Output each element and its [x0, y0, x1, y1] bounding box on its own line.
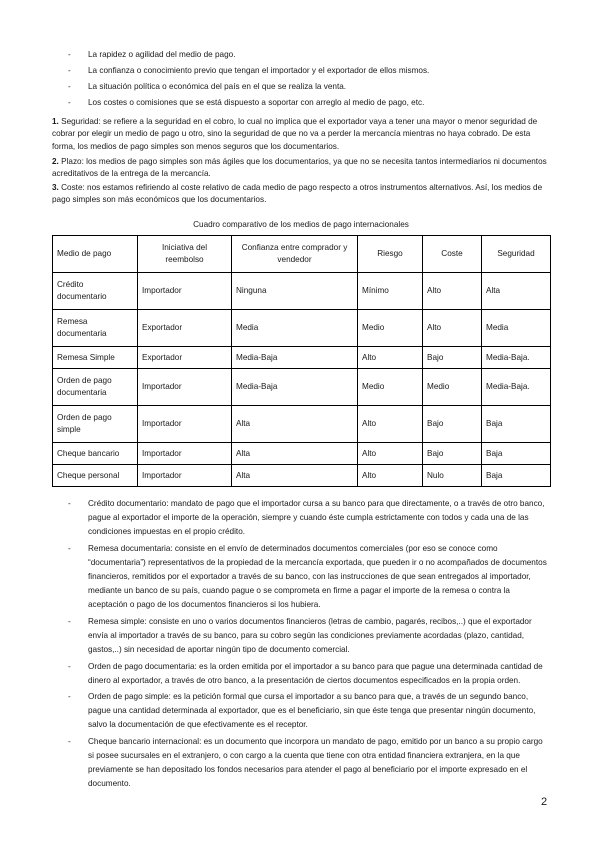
table-cell: Media — [482, 310, 551, 347]
table-cell: Cheque personal — [53, 465, 138, 487]
table-cell: Crédito documentario — [53, 273, 138, 310]
table-cell: Media-Baja — [232, 347, 358, 369]
bullet-dash: - — [68, 50, 71, 59]
comparison-table — [52, 235, 551, 487]
table-cell: Alta — [232, 406, 358, 443]
table-cell: Importador — [138, 369, 232, 406]
table-cell: Baja — [482, 406, 551, 443]
page-number: 2 — [541, 796, 548, 808]
paragraph-seguridad: 1. Seguridad: se refiere a la seguridad en el cobro, lo cual no implica que el exportador vaya a tener una mayor o menor seguridad de cobrar por elegir un medio de pago u otro, sino la seguridad de que no va a perder la mercancía mientras no haya cobrado. De esta forma, los medios de pago simples son menos seguros que los documentarios. — [52, 117, 538, 151]
table-cell: Alta — [232, 443, 358, 465]
list-item: - Remesa simple: consiste en uno o varios documentos financieros (letras de cambio, pagarés, recibos,..) que el exportador envía al importador a través de su banco, para su cobro según las condiciones previamente acordadas (plazo, cantidad, gastos,..) sin necesidad de aportar ningún tipo de documento comercial. — [68, 616, 532, 654]
bullet-dash: - — [68, 692, 71, 702]
list-item: - La situación política o económica del país en el que se realiza la venta. — [88, 81, 548, 93]
table-cell: Baja — [482, 465, 551, 487]
table-cell: Alta — [482, 273, 551, 310]
table-row — [53, 310, 551, 347]
table-cell: Alta — [232, 465, 358, 487]
list-item: - La rapidez o agilidad del medio de pago. — [88, 49, 548, 61]
list-item: - Remesa documentaria: consiste en el envío de determinados documentos comerciales (por eso se conoce como “documentaria”) representativos de la propiedad de la mercancía exportada, que pueden ir o no acompañados de documentos financieros, remitidos por el exportador a través de su banco, con las instrucciones de que sean entregados al importador, mediante un banco de su país, cuando pague o se comprometa en firme a pagar el importe de la remesa o contra la aceptación o pago de los documentos financieros si los hubiera. — [68, 543, 547, 610]
list-item: - Los costes o comisiones que se está dispuesto a soportar con arreglo al medio de pago, etc. — [88, 97, 548, 109]
column-header: Riesgo — [358, 236, 423, 273]
column-header: Confianza entre comprador y vendedor — [232, 236, 358, 273]
table-cell: Media — [232, 310, 358, 347]
bullet-dash: - — [68, 499, 71, 508]
table-cell: Alto — [358, 465, 423, 487]
table-cell: Alto — [423, 310, 482, 347]
table-cell: Nulo — [423, 465, 482, 487]
table-cell: Ninguna — [232, 273, 358, 310]
table-cell: Alto — [358, 443, 423, 465]
table-cell: Cheque bancario — [53, 443, 138, 465]
list-item: - Orden de pago simple: es la petición formal que cursa el importador a su banco para que, a través de un segundo banco, pague una cantidad determinada al exportador, que es el beneficiario, sin que éste tenga que presentar ningún documento, salvo la documentación de que efectivamente es el receptor. — [68, 692, 536, 730]
table-row — [53, 369, 551, 406]
table-row — [53, 273, 551, 310]
list-item: - Cheque bancario internacional: es un documento que incorpora un mandato de pago, emitido por un banco a su propio cargo si posee sucursales en el extranjero, o con cargo a la cuenta que tiene con otra entidad financiera extranjera, en la que previamente se han depositado los fondos necesarios para atender el pago al beneficiario por el importe expresado en el documento. — [68, 737, 543, 789]
table-row — [53, 465, 551, 487]
table-cell: Exportador — [138, 347, 232, 369]
table-cell: Bajo — [423, 406, 482, 443]
table-cell: Medio — [358, 369, 423, 406]
table-caption: Cuadro comparativo de los medios de pago internacionales — [193, 220, 409, 229]
table-cell: Importador — [138, 465, 232, 487]
table-cell: Media-Baja — [232, 369, 358, 406]
bullet-dash: - — [68, 82, 71, 92]
top-bullet-list — [68, 49, 548, 113]
table-cell: Alto — [423, 273, 482, 310]
table-cell: Bajo — [423, 443, 482, 465]
table-cell: Bajo — [423, 347, 482, 369]
table-cell: Media-Baja. — [482, 347, 551, 369]
table-cell: Baja — [482, 443, 551, 465]
table-cell: Alto — [358, 406, 423, 443]
bullet-dash: - — [68, 98, 71, 108]
table-header-row — [53, 236, 551, 273]
list-item: - La confianza o conocimiento previo que tengan el importador y el exportador de ellos mismos. — [88, 65, 548, 77]
bullet-dash: - — [68, 737, 71, 746]
table-cell: Orden de pago documentaria — [53, 369, 138, 406]
table-cell: Remesa Simple — [53, 347, 138, 369]
table-row — [53, 406, 551, 443]
table-cell: Alto — [358, 347, 423, 369]
column-header: Iniciativa del reembolso — [138, 236, 232, 273]
table-cell: Remesa documentaria — [53, 310, 138, 347]
column-header: Medio de pago — [53, 236, 138, 273]
table-cell: Medio — [423, 369, 482, 406]
list-item: - Crédito documentario: mandato de pago que el importador cursa a su banco para que directamente, o a través de otro banco, pague al exportador el importe de la operación, siempre y cuando éste cumpla estrictamente con todos y cada una de las condiciones impuestas en el propio crédito. — [68, 499, 545, 537]
column-header: Seguridad — [482, 236, 551, 273]
column-header: Coste — [423, 236, 482, 273]
paragraph-plazo: 2. Plazo: los medios de pago simples son más ágiles que los documentarios, ya que no se necesita tantos intermediarios ni documentos acreditativos de la entrega de la mercancía. — [52, 157, 547, 179]
paragraph-coste: 3. Coste: nos estamos refiriendo al coste relativo de cada medio de pago respecto a otros instrumentos alternativos. Así, los medios de pago simples son más económicos que los documentarios. — [52, 183, 543, 205]
table-cell: Importador — [138, 443, 232, 465]
bullet-dash: - — [68, 66, 71, 76]
list-item: - Orden de pago documentaria: es la orden emitida por el importador a su banco para que pague una determinada cantidad de dinero al exportador, a través de otro banco, a la presentación de ciertos documentos especificados en la propia orden. — [68, 661, 543, 685]
bullet-dash: - — [68, 543, 71, 553]
table-cell: Orden de pago simple — [53, 406, 138, 443]
table-cell: Importador — [138, 406, 232, 443]
table-cell: Importador — [138, 273, 232, 310]
definitions-list — [68, 497, 550, 794]
bullet-dash: - — [68, 661, 71, 671]
table-cell: Mínimo — [358, 273, 423, 310]
table-cell: Media-Baja. — [482, 369, 551, 406]
table-cell: Medio — [358, 310, 423, 347]
table-row — [53, 443, 551, 465]
table-cell: Exportador — [138, 310, 232, 347]
bullet-dash: - — [68, 616, 71, 626]
table-row — [53, 347, 551, 369]
